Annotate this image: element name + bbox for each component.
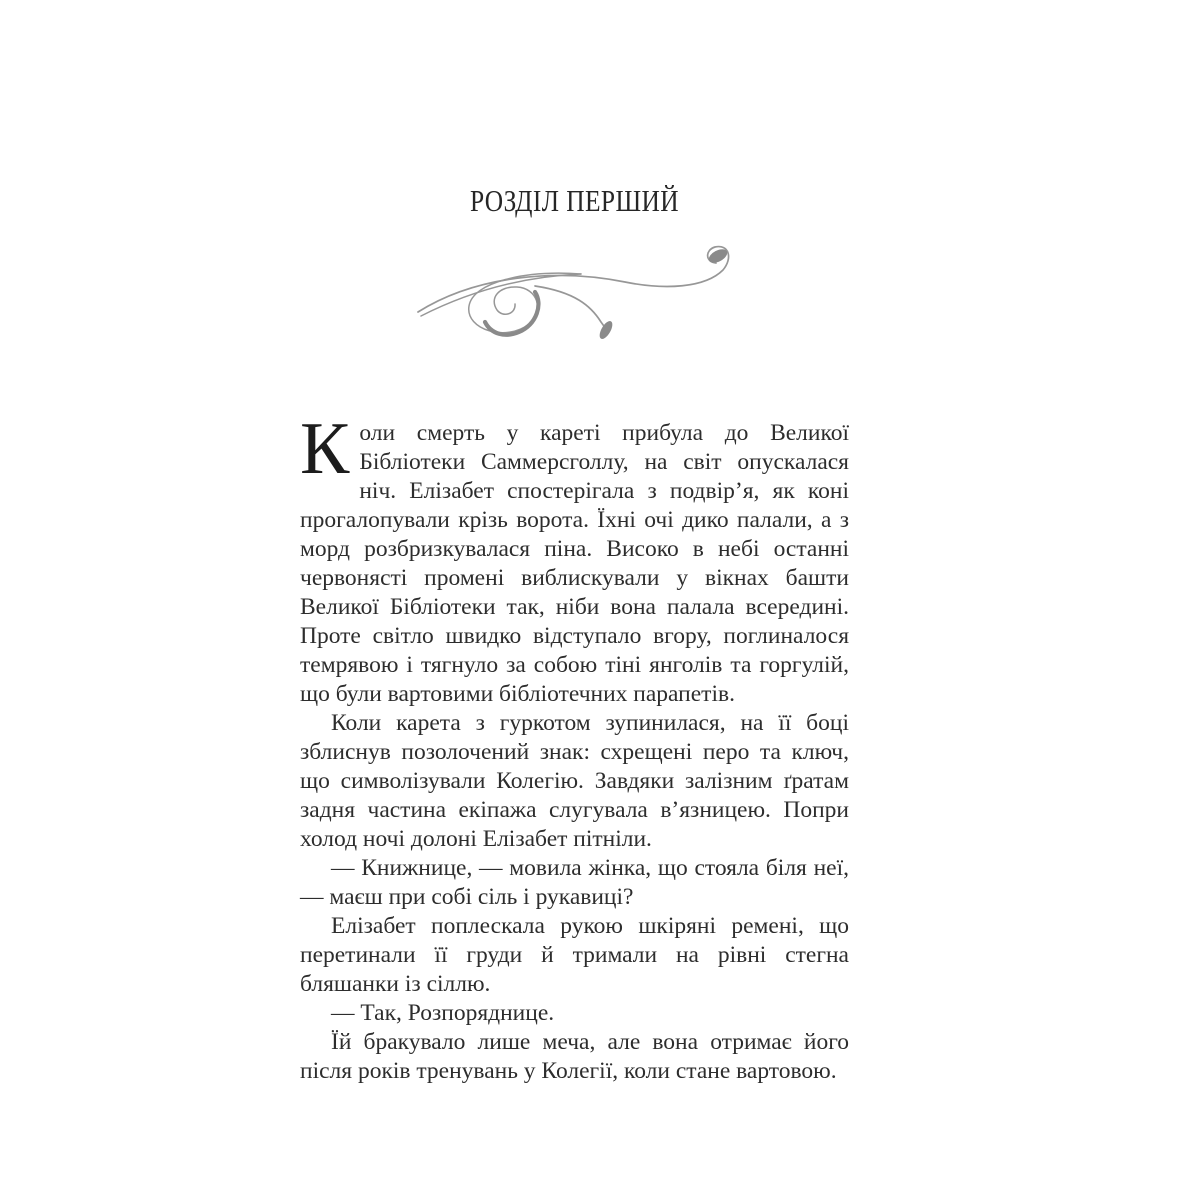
- paragraph-text: — Книжнице, — мовила жінка, що стояла біля неї, — маєш при собі сіль і рукавиці?: [300, 855, 849, 910]
- chapter-ornament: [300, 230, 849, 380]
- paragraph: [300, 408, 849, 709]
- paragraph-text: — Так, Розпоряднице.: [331, 1000, 555, 1026]
- text-column: [300, 183, 849, 1086]
- paragraph-dialogue: [300, 999, 849, 1028]
- paragraph-text: Їй бракувало лише меча, але вона отримає його після років тренувань у Колегії, коли стане вартовою.: [300, 1029, 849, 1084]
- paragraph: [300, 1028, 849, 1086]
- paragraph: [300, 912, 849, 999]
- paragraph-text: Коли карета з гуркотом зупинилася, на її боці зблиснув позолочений знак: схрещені перо та ключ, що символізували Колегію. Завдяки залізним ґратам задня частина екіпажа слугувала в’язницею. Попри холод ночі долоні Елізабет пітніли.: [300, 710, 849, 852]
- chapter-title: [300, 183, 849, 218]
- paragraph: [300, 709, 849, 854]
- paragraph-text: оли смерть у кареті прибула до Великої Бібліотеки Саммерсголлу, на світ опускалася ніч. Елізабет спостерігала з подвір’я, як коні прогалопували крізь ворота. Їхні очі дико палали, а з морд розбризкувалася піна. Високо в небі останні червонясті промені виблискували у вікнах башти Великої Бібліотеки так, ніби вона палала всередині. Проте світло швидко відступало вгору, поглиналося темрявою і тягнуло за собою тіні янголів та горгулій, що були вартовими бібліотечних парапетів.: [300, 420, 849, 707]
- drop-cap: К: [300, 408, 350, 490]
- paragraph-dialogue: [300, 854, 849, 912]
- body-text: [300, 408, 849, 1086]
- flourish-icon: [385, 230, 765, 380]
- paragraph-text: Елізабет поплескала рукою шкіряні ремені, що перетинали її груди й тримали на рівні стегна бляшанки із сіллю.: [300, 913, 849, 997]
- chapter-title-text: РОЗДІЛ ПЕРШИЙ: [469, 183, 680, 218]
